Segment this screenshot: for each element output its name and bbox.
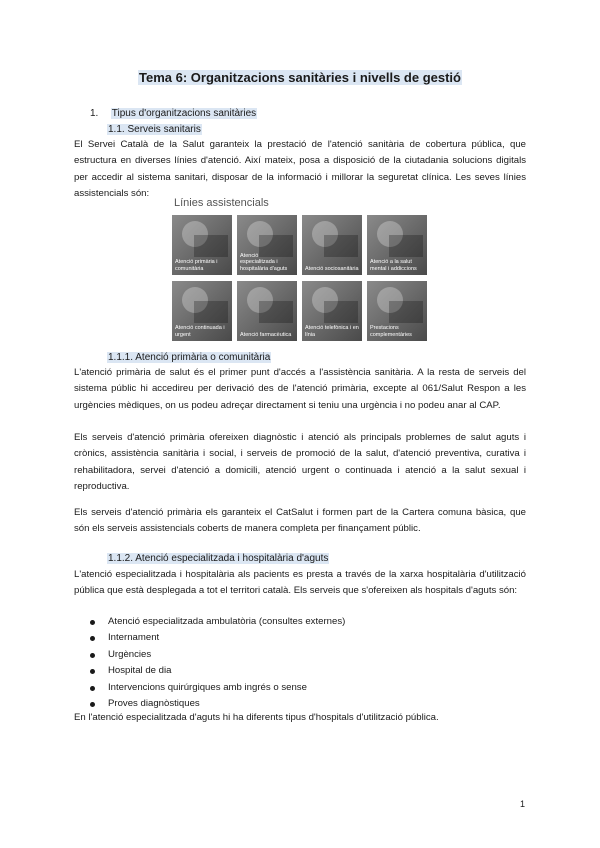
photo-placeholder <box>389 301 423 323</box>
tile-caption: Atenció continuada i urgent <box>175 325 225 338</box>
tile-caption: Atenció telefònica i en línia <box>305 325 359 338</box>
bullet-icon <box>90 620 95 625</box>
list-item-text: Atenció especialitzada ambulatòria (consultes externes) <box>108 616 346 627</box>
photo-placeholder <box>194 301 228 323</box>
primary-care-paragraph-3: Els serveis d'atenció primària els garanteix el CatSalut i formen part de la Cartera comuna bàsica, que són els serveis assistencials coberts de manera completa per finançament públic. <box>74 507 526 535</box>
hospital-services-list <box>74 614 345 712</box>
page-title-text: Tema 6: Organitzacions sanitàries i nivells de gestió <box>139 70 461 85</box>
specialized-care-paragraph: L'atenció especialitzada i hospitalària als pacients es presta a través de la xarxa hospitalària d'utilització pública que està desplegada a tot el territori català. Els serveis que s'ofereixen als hospitals d'aguts són: <box>74 569 526 597</box>
section-number: 1. <box>90 108 99 119</box>
list-item <box>74 663 345 679</box>
list-item <box>74 630 345 646</box>
tile-caption: Atenció a la salut mental i addiccions <box>370 259 417 272</box>
tile-specialized-care <box>237 215 297 275</box>
section-heading-1-1-text: 1.1. Serveis sanitaris <box>108 124 201 135</box>
tile-mental-health <box>367 215 427 275</box>
bullet-icon <box>90 702 95 707</box>
photo-placeholder <box>389 235 423 257</box>
figure-title: Línies assistencials <box>174 197 269 209</box>
tile-sociosanitary-care <box>302 215 362 275</box>
list-item-text: Urgències <box>108 648 152 660</box>
section-heading-1 <box>90 108 257 119</box>
section-heading-1-1-1 <box>107 352 271 363</box>
photo-placeholder <box>194 235 228 257</box>
tile-primary-care <box>172 215 232 275</box>
tile-pharmaceutical-care <box>237 281 297 341</box>
list-item <box>74 680 345 696</box>
list-item-text: Internament <box>108 632 160 644</box>
list-item-text: Hospital de dia <box>108 665 172 677</box>
bullet-icon <box>90 686 95 691</box>
list-item <box>74 647 345 663</box>
list-item-text: Intervencions quirúrgiques amb ingrés o sense <box>108 681 307 693</box>
tile-phone-online-care <box>302 281 362 341</box>
bullet-icon <box>90 636 95 641</box>
assistance-lines-figure <box>172 197 427 347</box>
page-number: 1 <box>520 799 526 809</box>
closing-paragraph: En l'atenció especialitzada d'aguts hi ha diferents tipus d'hospitals d'utilització pública. <box>74 712 439 723</box>
tile-caption: Atenció sociosanitària <box>305 265 359 272</box>
tile-caption: Atenció farmacèutica <box>240 331 292 338</box>
tile-complementary-services <box>367 281 427 341</box>
photo-placeholder <box>259 301 293 323</box>
page-title <box>0 70 600 85</box>
intro-paragraph: El Servei Català de la Salut garanteix la prestació de l'atenció sanitària de cobertura pública, que estructura en diverses línies d'atenció. Així mateix, posa a disposició de la ciutadania solucions digitals per accedir al sistema sanitari, disposar de la informació i millorar la seguretat clínica. Les seves línies assistencials són: <box>74 139 526 200</box>
primary-care-paragraph-1: L'atenció primària de salut és el primer punt d'accés a l'assistència sanitària. A la resta de serveis del sistema públic hi accedireu per derivació des de l'atenció primària, excepte al 061/Salut Respon a les urgències mèdiques, on us podeu adreçar directament si teniu una urgència i no podeu anar al CAP. <box>74 367 526 411</box>
section-heading-1-1-2-text: 1.1.2. Atenció especialitzada i hospitalària d'aguts <box>108 553 329 564</box>
section-heading-1-text: Tipus d'organitzacions sanitàries <box>111 108 257 119</box>
section-heading-1-1-2 <box>107 553 329 564</box>
list-item <box>74 614 345 630</box>
tile-caption: Atenció primària i comunitària <box>175 259 218 272</box>
photo-placeholder <box>324 301 358 323</box>
tile-urgent-care <box>172 281 232 341</box>
tile-caption: Prestacions complementàries <box>370 325 412 338</box>
bullet-icon <box>90 669 95 674</box>
list-item-text: Proves diagnòstiques <box>108 697 200 709</box>
photo-placeholder <box>324 235 358 257</box>
section-heading-1-1-1-text: 1.1.1. Atenció primària o comunitària <box>108 352 271 363</box>
tile-caption: Atenció especialitzada i hospitalària d'aguts <box>240 252 288 272</box>
primary-care-paragraph-2: Els serveis d'atenció primària ofereixen diagnòstic i atenció als principals problemes de salut aguts i crònics, assistència sanitària i social, i serveis de promoció de la salut, d'atenció preventiva, curativa i rehabilitadora, servei d'atenció a domicili, atenció urgent o continuada i atenció a la salut sexual i reproductiva. <box>74 432 526 493</box>
section-heading-1-1 <box>107 124 202 135</box>
bullet-icon <box>90 653 95 658</box>
